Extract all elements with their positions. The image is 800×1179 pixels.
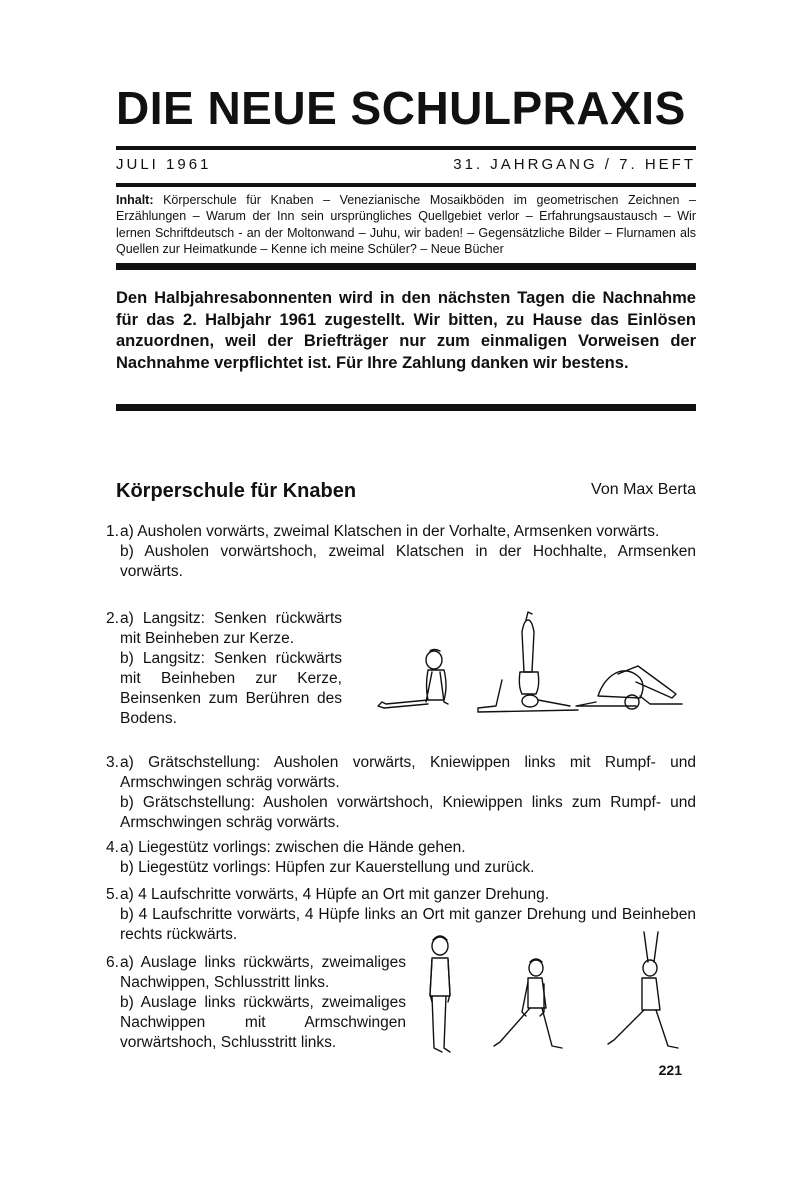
exercise-2-a: a) Langsitz: Senken rückwärts mit Beinheben zur Kerze.	[120, 610, 342, 647]
subscriber-notice: Den Halbjahresabonnenten wird in den nächsten Tagen die Nachnahme für das 2. Halbjahr 1961 zugestellt. Wir bitten, zu Hause das Einlösen anzuordnen, weil der Briefträger nur zum einmaligen Vorweisen der Nachnahme verpflichtet ist. Für Ihre Zahlung danken wir bestens.	[116, 289, 696, 372]
exercise-number: 6.	[106, 954, 119, 971]
exercise-number: 5.	[106, 886, 119, 903]
table-of-contents	[116, 192, 696, 258]
page	[106, 0, 696, 1179]
exercise-3-a: a) Grätschstellung: Ausholen vorwärts, Kniewippen links mit Rumpf- und Armschwingen schräg vorwärts.	[120, 754, 696, 791]
exercise-1	[106, 522, 696, 582]
issue-volume: 31. JAHRGANG / 7. HEFT	[453, 156, 696, 173]
masthead: DIE NEUE SCHULPRAXIS	[116, 82, 686, 134]
exercise-4	[106, 838, 696, 878]
exercise-5-a: a) 4 Laufschritte vorwärts, 4 Hüpfe an Ort mit ganzer Drehung.	[120, 886, 550, 903]
exercise-4-b: b) Liegestütz vorlings: Hüpfen zur Kauerstellung und zurück.	[120, 859, 535, 876]
article-title: Körperschule für Knaben	[116, 480, 357, 502]
divider	[116, 146, 696, 150]
exercise-4-a: a) Liegestütz vorlings: zwischen die Hände gehen.	[120, 839, 466, 856]
exercise-1-a: a) Ausholen vorwärts, zweimal Klatschen in der Vorhalte, Armsenken vorwärts.	[120, 523, 660, 540]
exercise-3-b: b) Grätschstellung: Ausholen vorwärtshoch, Kniewippen links zum Rumpf- und Armschwingen schräg vorwärts.	[120, 794, 696, 831]
exercise-number: 3.	[106, 754, 119, 771]
exercise-number: 2.	[106, 610, 119, 627]
issue-line	[116, 156, 696, 173]
figure-standing	[430, 936, 450, 1052]
exercise-number: 4.	[106, 839, 119, 856]
page-number: 221	[658, 1062, 682, 1078]
divider	[116, 263, 696, 270]
figure-candle	[478, 612, 578, 712]
exercise-2	[106, 609, 342, 729]
exercise-2-illustration	[370, 610, 690, 720]
contents-text: Körperschule für Knaben – Venezianische Mosaikböden im geometrischen Zeichnen – Erzählungen – Warum der Inn sein ursprüngliches Quellgebiet verlor – Erfahrungsaustausch – Wir lernen Schriftdeutsch - an der Moltonwand – Juhu, wir baden! – Gegensätzliche Bilder – Flurnamen als Quellen zur Heimatkunde – Kenne ich meine Schüler? – Neue Bücher	[116, 193, 696, 257]
exercise-3	[106, 753, 696, 833]
figure-long-sit	[378, 650, 448, 709]
article-author: Von Max Berta	[591, 481, 696, 498]
figure-plough	[576, 666, 682, 709]
exercise-6-a: a) Auslage links rückwärts, zweimaliges Nachwippen, Schlusstritt links.	[120, 954, 406, 991]
exercise-number: 1.	[106, 523, 119, 540]
figure-lunge-arms-up	[608, 932, 678, 1048]
exercise-2-b: b) Langsitz: Senken rückwärts mit Beinheben zur Kerze, Beinsenken zum Berühren des Bodens.	[120, 650, 342, 727]
divider	[116, 183, 696, 187]
exercise-1-b: b) Ausholen vorwärtshoch, zweimal Klatschen in der Hochhalte, Armsenken vorwärts.	[120, 543, 696, 580]
exercise-6-illustration	[412, 928, 682, 1058]
contents-label: Inhalt:	[116, 193, 154, 207]
divider	[116, 404, 696, 411]
exercise-6-b: b) Auslage links rückwärts, zweimaliges Nachwippen mit Armschwingen vorwärtshoch, Schlusstritt links.	[120, 994, 406, 1051]
exercise-6	[106, 953, 406, 1053]
issue-date: JULI 1961	[116, 156, 212, 173]
figure-lunge	[494, 959, 562, 1048]
exercise-5-b: b) 4 Laufschritte vorwärts, 4 Hüpfe links an Ort mit ganzer Drehung und Beinheben rechts rückwärts.	[120, 906, 696, 943]
